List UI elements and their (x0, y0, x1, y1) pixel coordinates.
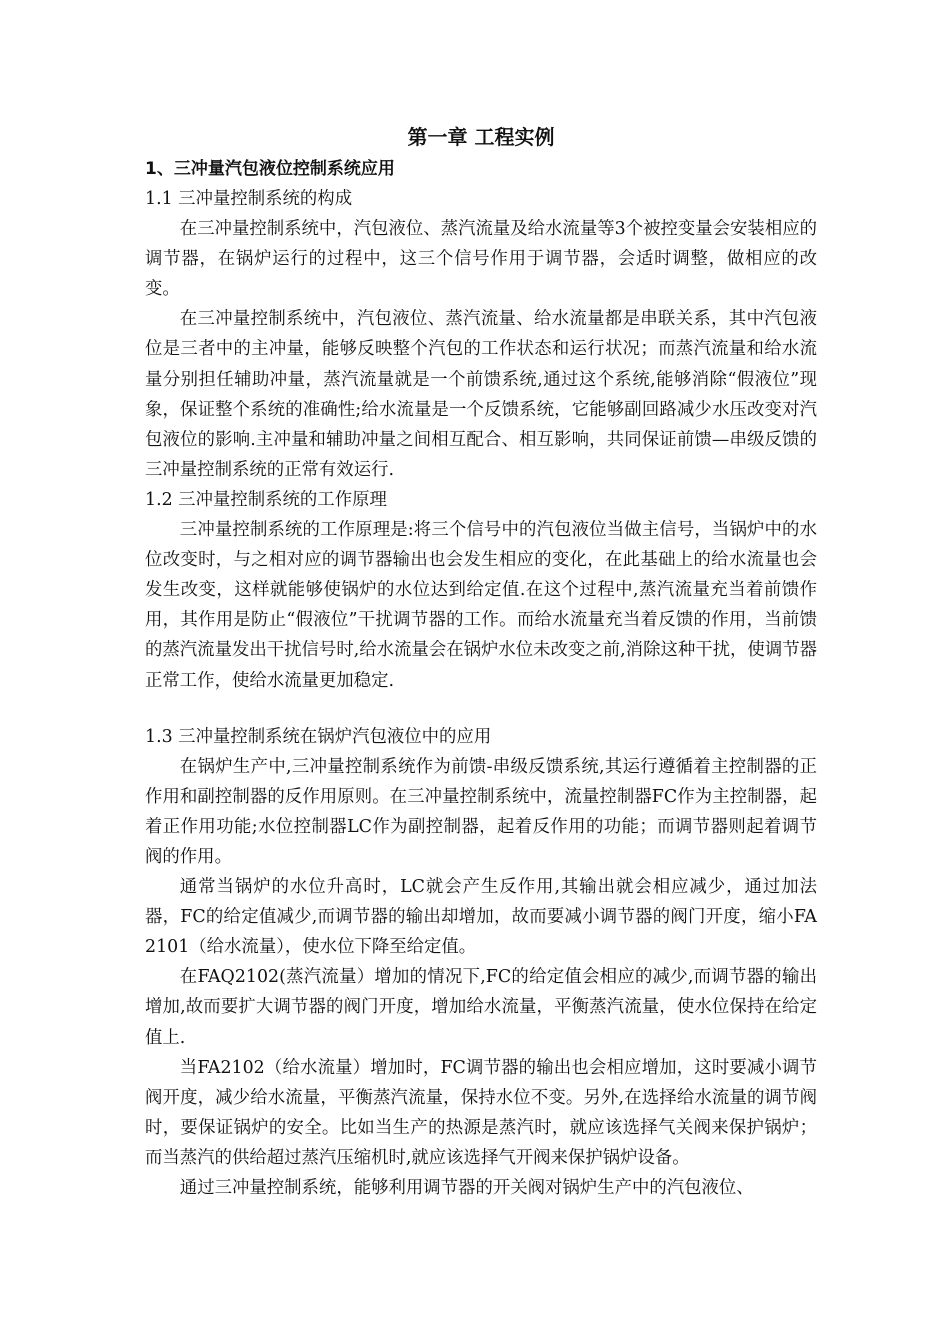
paragraph: 三冲量控制系统的工作原理是:将三个信号中的汽包液位当做主信号，当锅炉中的水位改变时，与之相对应的调节器输出也会发生相应的变化，在此基础上的给水流量也会发生改变，这样就能够使锅炉的水位达到给定值.在这个过程中,蒸汽流量充当着前馈作用，其作用是防止“假液位”干扰调节器的工作。而给水流量充当着反馈的作用，当前馈的蒸汽流量发出干扰信号时,给水流量会在锅炉水位未改变之前,消除这种干扰，使调节器正常工作，使给水流量更加稳定. (145, 520, 817, 691)
subsection-heading-1-1: 1.1 三冲量控制系统的构成 (145, 189, 353, 209)
paragraph: 通过三冲量控制系统，能够利用调节器的开关阀对锅炉生产中的汽包液位、 (179, 1178, 754, 1198)
paragraph: 在三冲量控制系统中，汽包液位、蒸汽流量、给水流量都是串联关系，其中汽包液位是三者中的主冲量，能够反映整个汽包的工作状态和运行状况；而蒸汽流量和给水流量分别担任辅助冲量，蒸汽流量就是一个前馈系统,通过这个系统,能够消除“假液位”现象，保证整个系统的准确性;给水流量是一个反馈系统，它能够副回路减少水压改变对汽包液位的影响.主冲量和辅助冲量之间相互配合、相互影响，共同保证前馈—串级反馈的三冲量控制系统的正常有效运行. (145, 309, 817, 480)
paragraph: 在FAQ2102(蒸汽流量）增加的情况下,FC的给定值会相应的减少,而调节器的输出增加,故而要扩大调节器的阀门开度，增加给水流量，平衡蒸汽流量，使水位保持在给定值上. (145, 967, 817, 1048)
document-body (145, 120, 817, 1203)
section-spacer (145, 696, 817, 722)
paragraph: 通常当锅炉的水位升高时，LC就会产生反作用,其输出就会相应减少，通过加法器，FC的给定值减少,而调节器的输出却增加，故而要减小调节器的阀门开度，缩小FA2101（给水流量），使水位下降至给定值。 (145, 877, 817, 958)
paragraph: 在三冲量控制系统中，汽包液位、蒸汽流量及给水流量等3个被控变量会安装相应的调节器，在锅炉运行的过程中，这三个信号作用于调节器，会适时调整，做相应的改变。 (145, 219, 817, 300)
paragraph: 在锅炉生产中,三冲量控制系统作为前馈-串级反馈系统,其运行遵循着主控制器的正作用和副控制器的反作用原则。在三冲量控制系统中，流量控制器FC作为主控制器，起着正作用功能;水位控制器LC作为副控制器，起着反作用的功能；而调节器则起着调节阀的作用。 (145, 756, 817, 867)
paragraph: 当FA2102（给水流量）增加时，FC调节器的输出也会相应增加，这时要减小调节阀开度，减少给水流量，平衡蒸汽流量，保持水位不变。另外,在选择给水流量的调节阀时，要保证锅炉的安全。比如当生产的热源是蒸汽时，就应该选择气关阀来保护锅炉；而当蒸汽的供给超过蒸汽压缩机时,就应该选择气开阀来保护锅炉设备。 (145, 1057, 817, 1168)
subsection-heading-1-2: 1.2 三冲量控制系统的工作原理 (145, 489, 387, 510)
subsection-heading-1-3: 1.3 三冲量控制系统在锅炉汽包液位中的应用 (145, 726, 492, 747)
chapter-title: 第一章 工程实例 (407, 125, 555, 149)
section-heading: 1、三冲量汽包液位控制系统应用 (145, 159, 395, 179)
